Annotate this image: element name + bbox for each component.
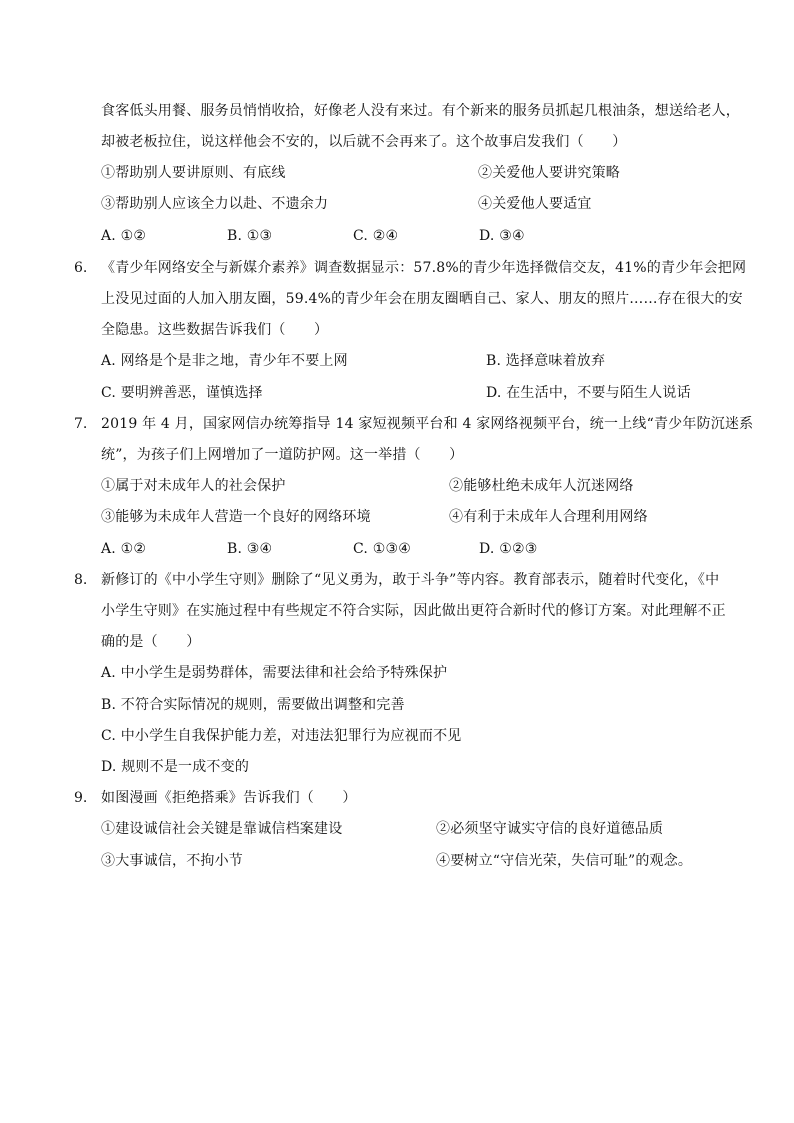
q7-choice-c: C. ①③④ xyxy=(353,541,411,557)
q9-option-2: ②必须坚守诚实守信的良好道德品质 xyxy=(436,821,664,837)
q9-option-3: ③大事诚信，不拘小节 xyxy=(101,853,243,869)
q8-choice-b: B. 不符合实际情况的规则，需要做出调整和完善 xyxy=(101,697,405,713)
q5-option-3: ③帮助别人应该全力以赴、不遗余力 xyxy=(101,196,329,212)
q7-choice-d: D. ①②③ xyxy=(479,541,538,557)
q7-option-3: ③能够为未成年人营造一个良好的网络环境 xyxy=(101,509,371,525)
q6-choice-b: B. 选择意味着放弃 xyxy=(486,353,606,369)
q7-choice-b: B. ③④ xyxy=(227,541,273,557)
q5-stem-line1: 食客低头用餐、服务员悄悄收拾，好像老人没有来过。有个新来的服务员抓起几根油条，想送给老人， xyxy=(101,103,740,119)
q9-option-1: ①建设诚信社会关键是靠诚信档案建设 xyxy=(101,821,343,837)
q9-option-4: ④要树立“守信光荣，失信可耻”的观念。 xyxy=(436,853,693,869)
q5-stem-line2: 却被老板拉住，说这样他会不安的，以后就不会再来了。这个故事启发我们（ ） xyxy=(101,134,627,150)
q7-stem-line1: 2019 年 4 月，国家网信办统筹指导 14 家短视频平台和 4 家网络视频平台，统一上线“青少年防沉迷系 xyxy=(101,416,754,432)
q5-option-1: ①帮助别人要讲原则、有底线 xyxy=(101,165,286,181)
q7-choice-a: A. ①② xyxy=(101,541,147,557)
q8-stem-line1: 新修订的《中小学生守则》删除了“见义勇为，敢于斗争”等内容。教育部表示，随着时代变化，《中 xyxy=(101,572,720,588)
q8-stem-line2: 小学生守则》在实施过程中有些规定不符合实际，因此做出更符合新时代的修订方案。对此理解不正 xyxy=(101,603,726,619)
q7-stem-line2: 统”，为孩子们上网增加了一道防护网。这一举措（ ） xyxy=(101,447,464,463)
q6-stem-line1: 《青少年网络安全与新媒介素养》调查数据显示：57.8%的青少年选择微信交友，41%的青少年会把网 xyxy=(101,260,747,276)
q7-option-4: ④有利于未成年人合理利用网络 xyxy=(449,509,648,525)
q6-choice-a: A. 网络是个是非之地，青少年不要上网 xyxy=(101,353,348,369)
q7-option-2: ②能够杜绝未成年人沉迷网络 xyxy=(449,478,634,494)
q5-option-4: ④关爱他人要适宜 xyxy=(478,196,592,212)
q7-option-1: ①属于对未成年人的社会保护 xyxy=(101,478,286,494)
q9-number: 9. xyxy=(74,790,88,806)
q5-option-2: ②关爱他人要讲究策略 xyxy=(478,165,620,181)
q8-number: 8. xyxy=(74,572,88,588)
q8-stem-line3: 确的是（ ） xyxy=(101,634,201,650)
q9-stem-line1: 如图漫画《拒绝搭乘》告诉我们（ ） xyxy=(101,790,357,806)
q7-number: 7. xyxy=(74,416,88,432)
q6-stem-line3: 全隐患。这些数据告诉我们（ ） xyxy=(101,322,329,338)
q8-choice-c: C. 中小学生自我保护能力差，对违法犯罪行为应视而不见 xyxy=(101,728,462,744)
q8-choice-d: D. 规则不是一成不变的 xyxy=(101,759,250,775)
q5-choice-b: B. ①③ xyxy=(227,228,273,244)
q6-number: 6. xyxy=(74,260,88,276)
q6-choice-d: D. 在生活中，不要与陌生人说话 xyxy=(486,385,691,401)
q5-choice-d: D. ③④ xyxy=(479,228,525,244)
q5-choice-c: C. ②④ xyxy=(353,228,399,244)
q6-choice-c: C. 要明辨善恶，谨慎选择 xyxy=(101,385,263,401)
q8-choice-a: A. 中小学生是弱势群体，需要法律和社会给予特殊保护 xyxy=(101,665,448,681)
q5-choice-a: A. ①② xyxy=(101,228,147,244)
q6-stem-line2: 上没见过面的人加入朋友圈，59.4%的青少年会在朋友圈晒自己、家人、朋友的照片……存在很大的安 xyxy=(101,291,743,307)
